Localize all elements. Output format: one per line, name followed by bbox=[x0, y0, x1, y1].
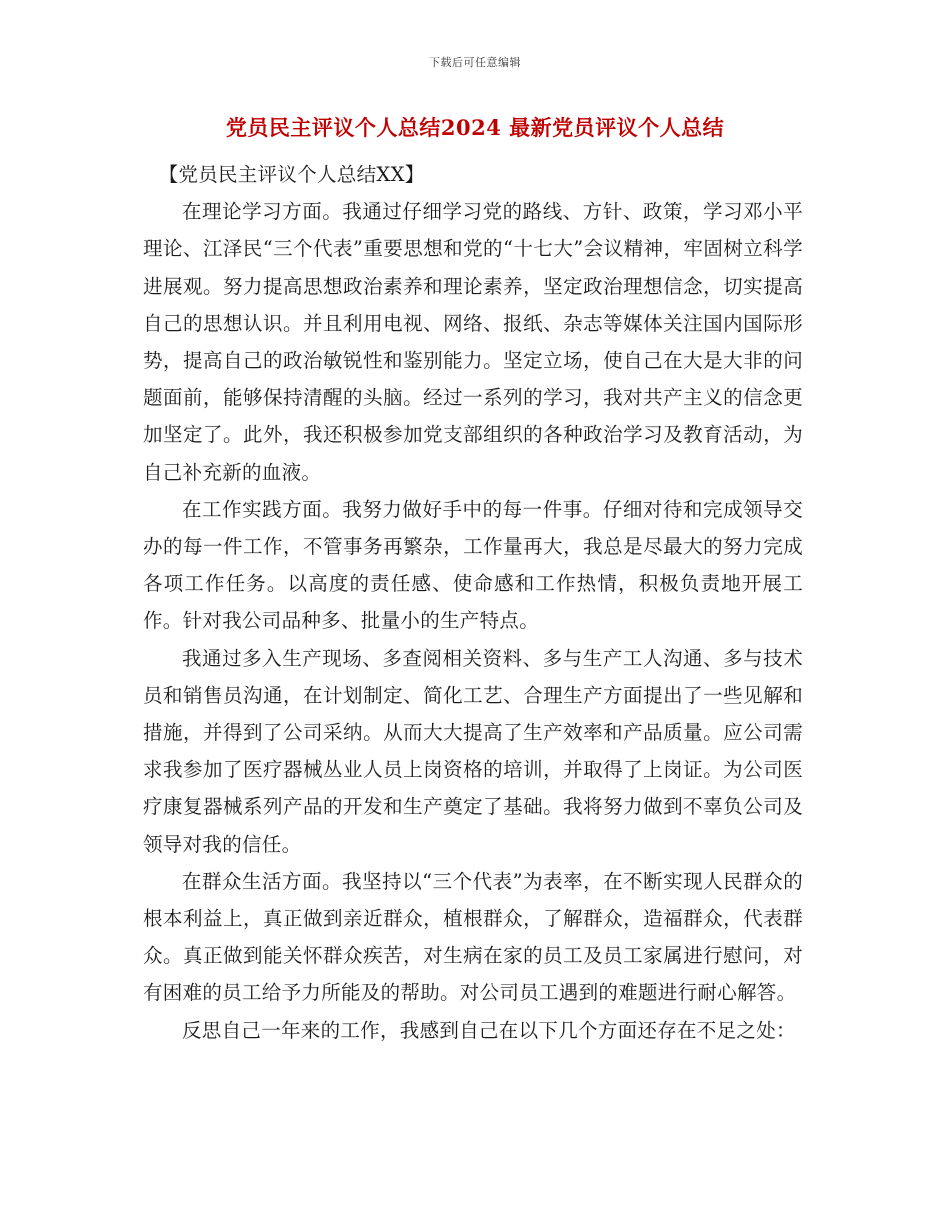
document-title: 党员民主评议个人总结2024 最新党员评议个人总结 bbox=[225, 115, 725, 140]
section-subtitle: 【党员民主评议个人总结XX】 bbox=[158, 163, 425, 186]
header-note: 下载后可任意编辑 bbox=[429, 56, 521, 69]
paragraph-production: 我通过多入生产现场、多查阅相关资料、多与生产工人沟通、多与技术员和销售员沟通，在计划制定、简化工艺、合理生产方面提出了一些见解和措施，并得到了公司采纳。从而大大提高了生产效率和产品质量。应公司需求我参加了医疗器械丛业人员上岗资格的培训，并取得了上岗证。为公司医疗康复器械系列产品的开发和生产奠定了基础。我将努力做到不辜负公司及领导对我的信任。 bbox=[143, 646, 803, 856]
paragraph-reflection: 反思自己一年来的工作，我感到自己在以下几个方面还存在不足之处： bbox=[182, 1018, 796, 1042]
paragraph-mass-life: 在群众生活方面。我坚持以“三个代表”为表率，在不断实现人民群众的根本利益上，真正做到亲近群众，植根群众，了解群众，造福群众，代表群众。真正做到能关怀群众疾苦，对生病在家的员工及员工家属进行慰问，对有困难的员工给予力所能及的帮助。对公司员工遇到的难题进行耐心解答。 bbox=[143, 869, 803, 1005]
document-body bbox=[143, 156, 803, 1049]
paragraph-work-practice: 在工作实践方面。我努力做好手中的每一件事。仔细对待和完成领导交办的每一件工作，不管事务再繁杂，工作量再大，我总是尽最大的努力完成各项工作任务。以高度的责任感、使命感和工作热情，积极负责地开展工作。针对我公司品种多、批量小的生产特点。 bbox=[143, 497, 803, 633]
paragraph-theory-study: 在理论学习方面。我通过仔细学习党的路线、方针、政策，学习邓小平理论、江泽民“三个代表”重要思想和党的“十七大”会议精神，牢固树立科学进展观。努力提高思想政治素养和理论素养，坚定政治理想信念，切实提高自己的思想认识。并且利用电视、网络、报纸、杂志等媒体关注国内国际形势，提高自己的政治敏锐性和鉴别能力。坚定立场，使自己在大是大非的问题面前，能够保持清醒的头脑。经过一系列的学习，我对共产主义的信念更加坚定了。此外，我还积极参加党支部组织的各种政治学习及教育活动，为自己补充新的血液。 bbox=[143, 200, 803, 484]
